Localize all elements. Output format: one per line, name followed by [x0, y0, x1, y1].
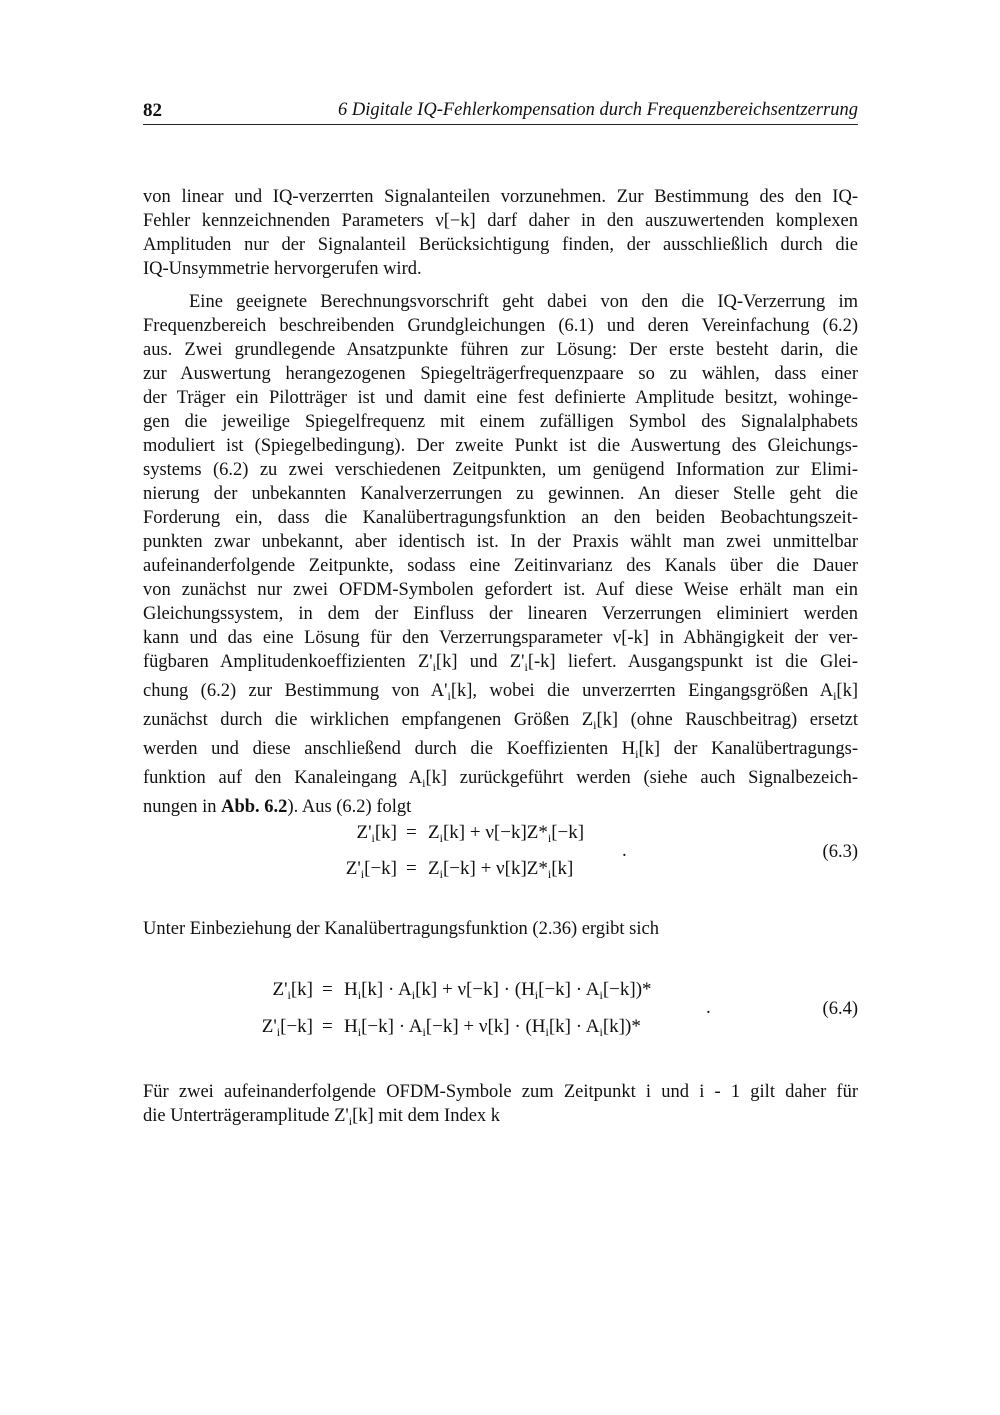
eq63-row2-equals: =: [406, 858, 417, 879]
running-title: 6 Digitale IQ-Fehlerkompensation durch Frequenzbereichsentzerrung: [338, 100, 858, 120]
text-line: Amplituden nur der Signalanteil Berücksichtigung finden, der ausschließlich durch die: [143, 235, 858, 255]
text-line: Für zwei aufeinanderfolgende OFDM-Symbole zum Zeitpunkt i und i - 1 gilt daher für: [143, 1082, 858, 1102]
figure-reference: Abb. 6.2: [221, 797, 288, 817]
paragraph-4: [143, 1080, 858, 1133]
text-line: punkten zwar unbekannt, aber identisch ist. In der Praxis wählt man zwei unmittelbar: [143, 532, 858, 552]
eq63-row1-rhs: $Z_i[k] + \nu[-k]Z*_i[-k]$: [428, 822, 585, 845]
text-line: Unter Einbeziehung der Kanalübertragungsfunktion (2.36) ergibt sich: [143, 919, 659, 939]
text-line: von zunächst nur zwei OFDM-Symbolen gefordert ist. Auf diese Weise erhält man ein: [143, 580, 858, 600]
text-line: chung (6.2) zur Bestimmung von $A'_i[k]$, wobei die unverzerrten Eingangsgrößen $A_i[k]$: [143, 681, 858, 703]
text-line: moduliert ist (Spiegelbedingung). Der zweite Punkt ist die Auswertung des Gleichungs-: [143, 436, 858, 456]
text-line: Frequenzbereich beschreibenden Grundgleichungen (6.1) und deren Vereinfachung (6.2): [143, 316, 858, 336]
text-line: aufeinanderfolgende Zeitpunkte, sodass eine Zeitinvarianz des Kanals über die Dauer: [143, 556, 858, 576]
text-line: Eine geeignete Berechnungsvorschrift geht dabei von den die IQ-Verzerrung im: [189, 292, 858, 312]
eq64-row1-equals: =: [322, 979, 333, 1000]
text-line: funktion auf den Kanaleingang $A_i[k]$ zurückgeführt werden (siehe auch Signalbezeich-: [143, 768, 858, 790]
page-header: [143, 100, 858, 125]
paragraph-2: [143, 290, 858, 819]
text-line: fügbaren Amplitudenkoeffizienten $Z'_i[k]$ und $Z'_i[-k]$ liefert. Ausgangspunkt ist die Glei-: [143, 652, 858, 674]
eq63-row2-lhs: $Z'_i[-k]$: [345, 858, 397, 881]
eq64-row1-rhs: $H_i[k] \cdot A_i[k] + \nu[-k] \cdot (H_i[-k] \cdot A_i[-k])*$: [344, 979, 652, 1002]
text-line: Forderung ein, dass die Kanalübertragungsfunktion an den beiden Beobachtungszeit-: [143, 508, 858, 528]
eq64-row2-rhs: $H_i[-k] \cdot A_i[-k] + \nu[k] \cdot (H_i[k] \cdot A_i[k])*$: [344, 1016, 641, 1039]
text-line: die Unterträgeramplitude $Z'_i[k]$ mit dem Index k: [143, 1106, 501, 1128]
text-line: zunächst durch die wirklichen empfangenen Größen $Z_i[k]$ (ohne Rauschbeitrag) ersetzt: [143, 710, 858, 732]
text-line: werden und diese anschließend durch die Koeffizienten $H_i[k]$ der Kanalübertragungs-: [143, 739, 858, 761]
eq64-row2-equals: =: [322, 1016, 333, 1037]
eq64-row1-lhs: $Z'_i[k]$: [272, 979, 313, 1002]
text-line: zur Auswertung herangezogenen Spiegelträgerfrequenzpaare so zu wählen, dass einer: [143, 364, 858, 384]
text-line: gen die jeweilige Spiegelfrequenz mit einem zufälligen Symbol des Signalalphabets: [143, 412, 858, 432]
text-line: nierung der unbekannten Kanalverzerrungen zu gewinnen. An dieser Stelle geht die: [143, 484, 858, 504]
paragraph-1: [143, 185, 858, 281]
text-line: der Träger ein Pilotträger ist und damit eine fest definierte Amplitude besitzt, wohinge-: [143, 388, 858, 408]
eq63-dot: .: [622, 840, 627, 861]
text-line: aus. Zwei grundlegende Ansatzpunkte führen zur Lösung: Der erste besteht darin, die: [143, 340, 858, 360]
eq63-row2-rhs: $Z_i[-k] + \nu[k]Z*_i[k]$: [428, 858, 574, 881]
page-number: 82: [143, 100, 162, 121]
eq64-dot: .: [706, 997, 711, 1018]
eq63-row1-equals: =: [406, 822, 417, 843]
text-line: Gleichungssystem, in dem der Einfluss der linearen Verzerrungen eliminiert werden: [143, 604, 858, 624]
eq64-row2-lhs: $Z'_i[-k]$: [261, 1016, 313, 1039]
text-line: nungen in Abb. 6.2). Aus (6.2) folgt: [143, 797, 412, 817]
text-line: systems (6.2) zu zwei verschiedenen Zeitpunkten, um genügend Information zur Elimi-: [143, 460, 858, 480]
text-line: Fehler kennzeichnenden Parameters ν[−k] darf daher in den auszuwertenden komplexen: [143, 211, 858, 231]
equation-number: (6.4): [822, 999, 858, 1019]
paragraph-3: [143, 917, 858, 941]
equation-number: (6.3): [822, 842, 858, 862]
text-line: IQ-Unsymmetrie hervorgerufen wird.: [143, 259, 422, 279]
text-line: kann und das eine Lösung für den Verzerrungsparameter ν[-k] in Abhängigkeit der ver-: [143, 628, 858, 648]
eq63-row1-lhs: $Z'_i[k]$: [356, 822, 397, 845]
text-line: von linear und IQ-verzerrten Signalanteilen vorzunehmen. Zur Bestimmung des den IQ-: [143, 187, 858, 207]
